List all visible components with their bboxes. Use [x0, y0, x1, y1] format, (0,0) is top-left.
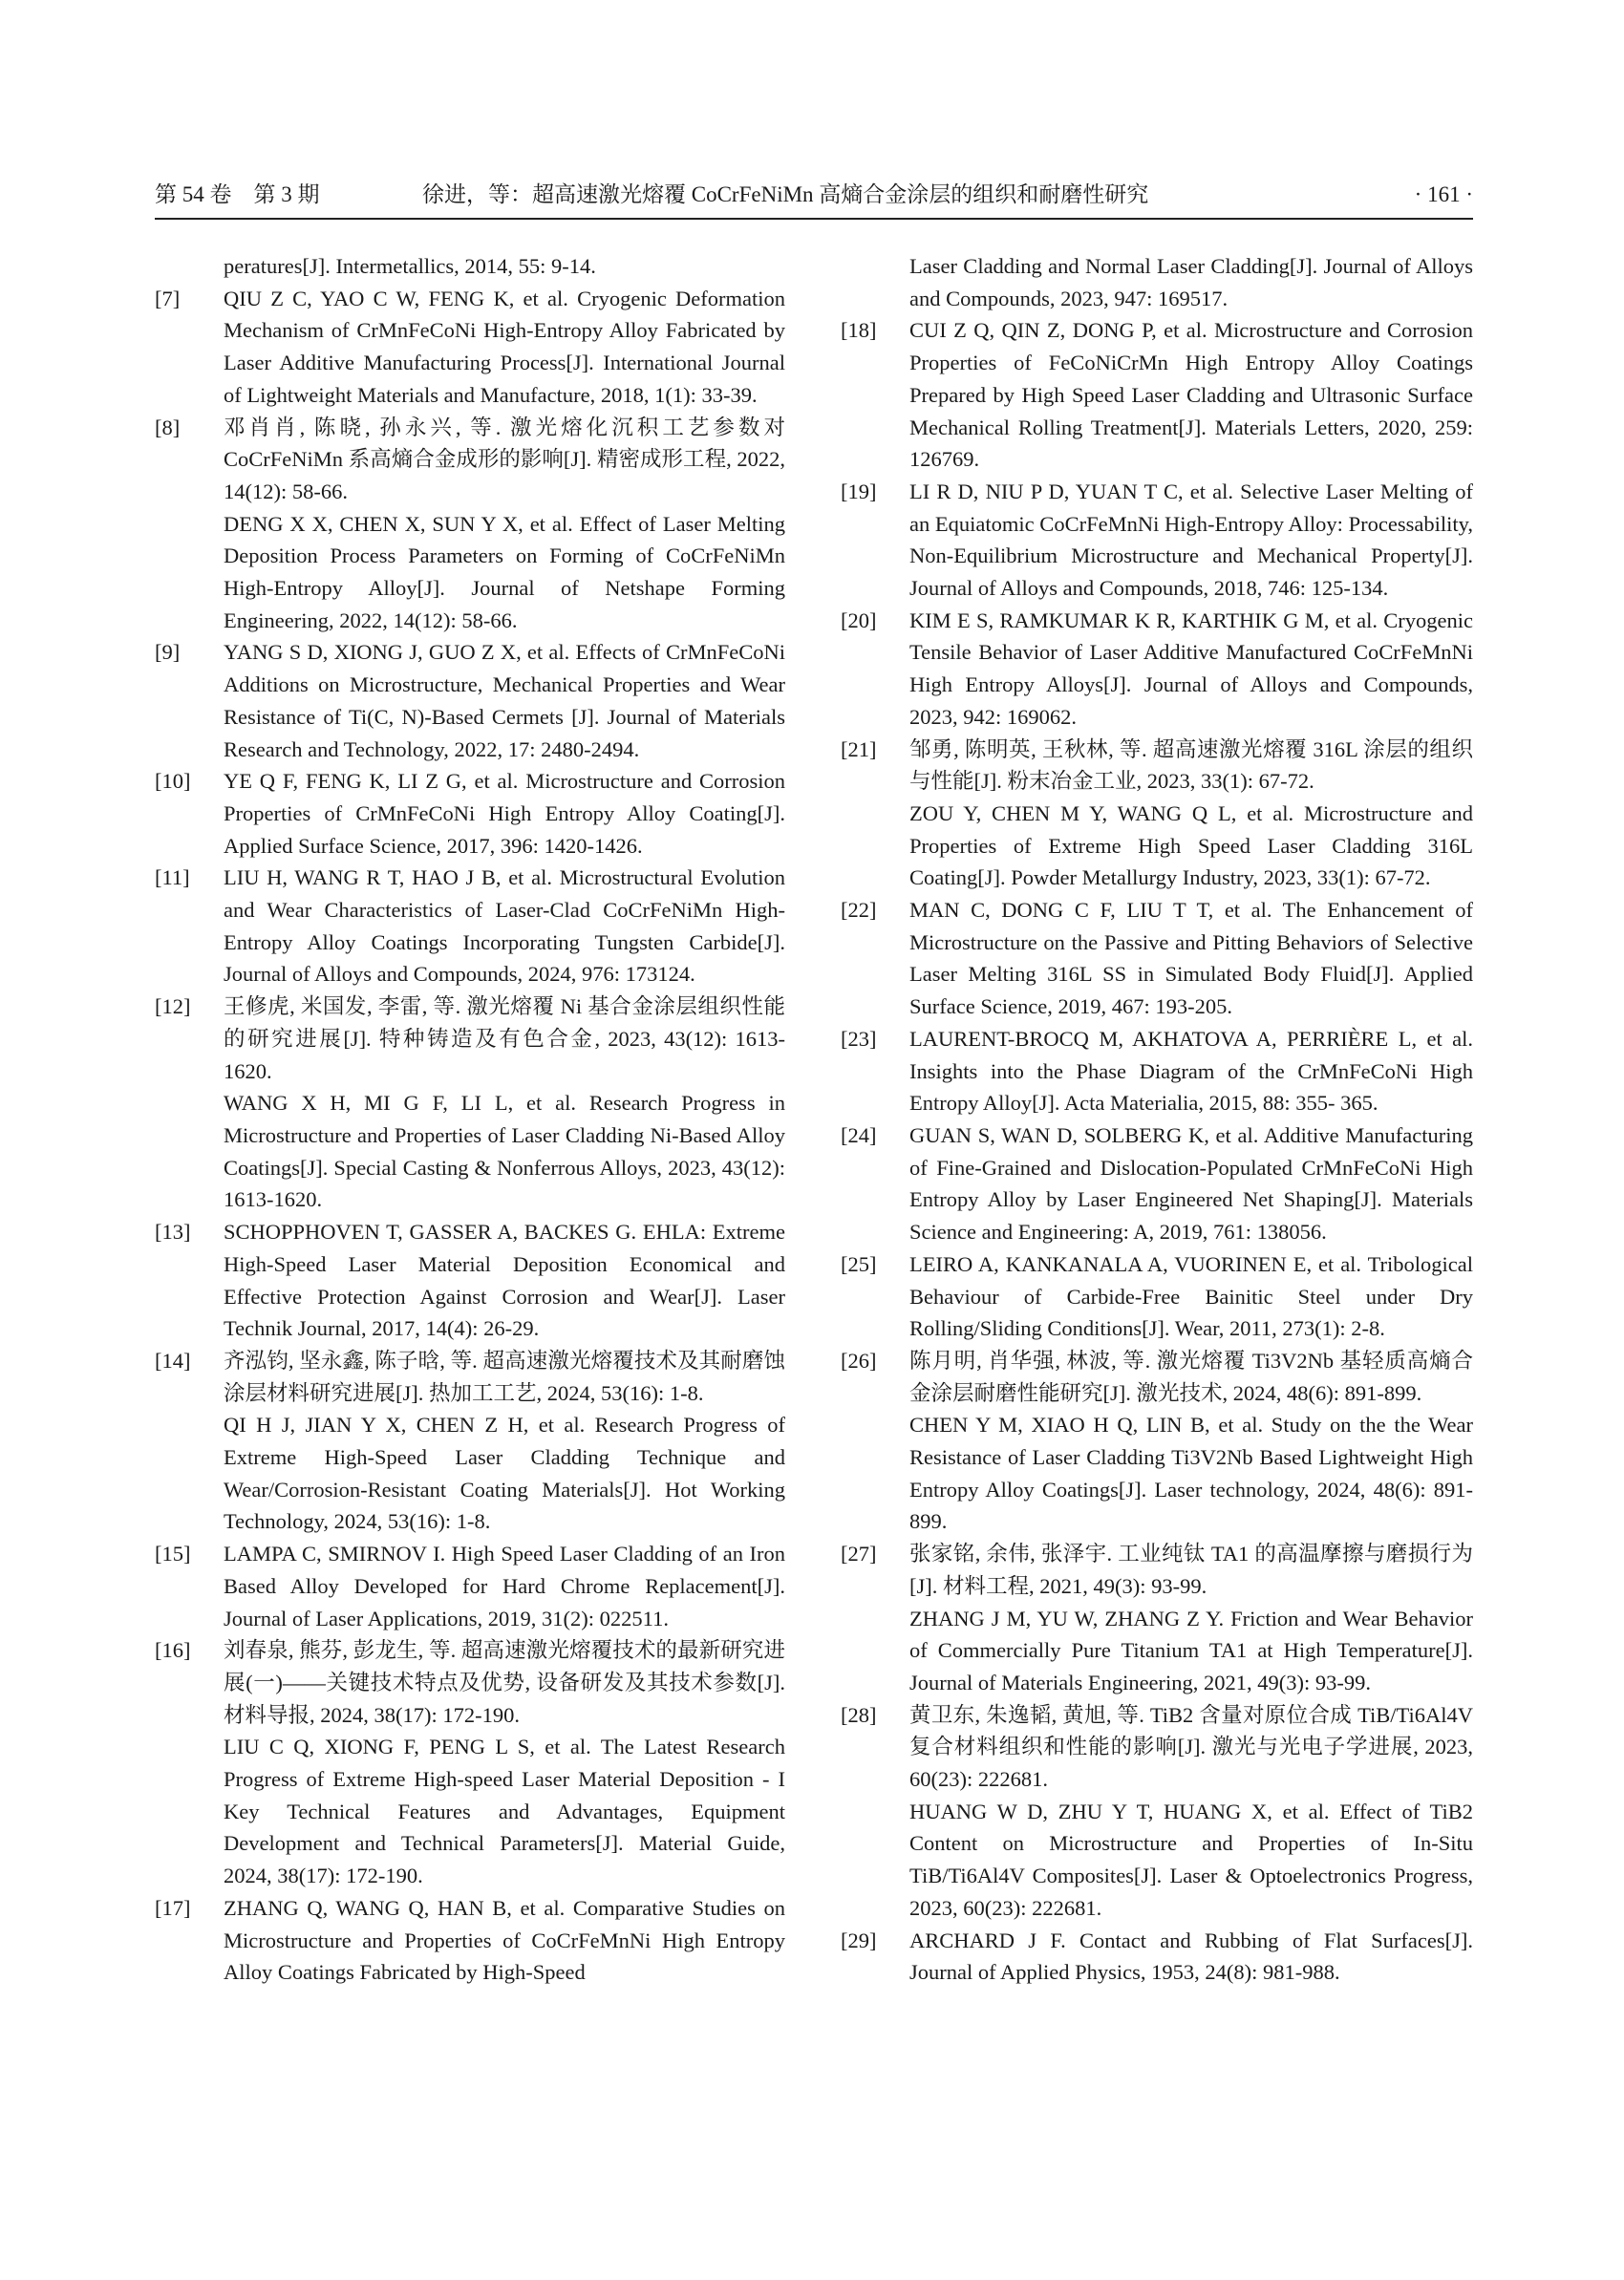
- reference-text: QI H J, JIAN Y X, CHEN Z H, et al. Research Progress of Extreme High-Speed Laser Cladding Technique and Wear/Corrosion-Resistant Coating Materials[J]. Hot Working Technology, 2024, 53(16): 1-8.: [224, 1413, 785, 1534]
- reference-text: LIU H, WANG R T, HAO J B, et al. Microstructural Evolution and Wear Characteristics of Laser-Clad CoCrFeNiMn High-Entropy Alloy Coatings Incorporating Tungsten Carbide[J]. Journal of Alloys and Compounds, 2024, 976: 173124.: [224, 865, 785, 987]
- reference-number: [9]: [155, 640, 181, 665]
- reference-entry: [841, 1248, 1473, 1345]
- reference-entry: [155, 991, 785, 1216]
- reference-text: 王修虎, 米国发, 李雷, 等. 激光熔覆 Ni 基合金涂层组织性能的研究进展[J]. 特种铸造及有色合金, 2023, 43(12): 1613-1620.: [224, 994, 785, 1083]
- reference-number: [24]: [841, 1122, 877, 1147]
- reference-text: GUAN S, WAN D, SOLBERG K, et al. Additive Manufacturing of Fine-Grained and Dislocation-Populated CrMnFeCoNi High Entropy Alloy by Laser Engineered Net Shaping[J]. Materials Science and Engineering: A, 2019, 761: 138056.: [909, 1122, 1473, 1245]
- reference-text: MAN C, DONG C F, LIU T T, et al. The Enhancement of Microstructure on the Passive and Pitting Behaviors of Selective Laser Melting 316L SS in Simulated Body Fluid[J]. Applied Surface Science, 2019, 467: 193-205.: [909, 898, 1473, 1019]
- reference-number: [28]: [841, 1702, 877, 1727]
- reference-number: [19]: [841, 479, 877, 503]
- reference-entry: [841, 314, 1473, 476]
- reference-entry: [155, 1538, 785, 1634]
- reference-number: [20]: [841, 607, 877, 632]
- reference-text: QIU Z C, YAO C W, FENG K, et al. Cryogenic Deformation Mechanism of CrMnFeCoNi High-Entropy Alloy Fabricated by Laser Additive Manufacturing Process[J]. International Journal of Lightweight Materials and Manufacture, 2018, 1(1): 33-39.: [224, 286, 785, 407]
- reference-text: KIM E S, RAMKUMAR K R, KARTHIK G M, et al. Cryogenic Tensile Behavior of Laser Additive Manufactured CoCrFeMnNi High Entropy Alloys[J]. Journal of Alloys and Compounds, 2023, 942: 169062.: [909, 607, 1473, 729]
- reference-text: 陈月明, 肖华强, 林波, 等. 激光熔覆 Ti3V2Nb 基轻质高熵合金涂层耐磨性能研究[J]. 激光技术, 2024, 48(6): 891-899.: [909, 1348, 1473, 1405]
- reference-entry: [841, 1925, 1473, 1989]
- reference-number: [15]: [155, 1542, 191, 1566]
- reference-text: ZOU Y, CHEN M Y, WANG Q L, et al. Microstructure and Properties of Extreme High Speed Laser Cladding 316L Coating[J]. Powder Metallurgy Industry, 2023, 33(1): 67-72.: [909, 800, 1473, 890]
- reference-number: [16]: [155, 1638, 191, 1663]
- reference-text: LEIRO A, KANKANALA A, VUORINEN E, et al. Tribological Behaviour of Carbide-Free Bainitic Steel under Dry Rolling/Sliding Conditions[J]. Wear, 2011, 273(1): 2-8.: [909, 1251, 1473, 1341]
- reference-number: [8]: [155, 415, 181, 439]
- reference-number: [13]: [155, 1220, 191, 1245]
- reference-text: peratures[J]. Intermetallics, 2014, 55: 9-14.: [224, 254, 596, 278]
- reference-number: [11]: [155, 865, 190, 890]
- reference-number: [14]: [155, 1348, 191, 1373]
- article-title: 徐进，等：超高速激光熔覆 CoCrFeNiMn 高熵合金涂层的组织和耐磨性研究: [422, 182, 1149, 206]
- reference-text: CHEN Y M, XIAO H Q, LIN B, et al. Study on the the Wear Resistance of Laser Cladding Ti3V2Nb Based Lightweight High Entropy Alloy Coatings[J]. Laser technology, 2024, 48(6): 891-899.: [909, 1413, 1473, 1534]
- reference-number: [10]: [155, 769, 191, 794]
- reference-number: [23]: [841, 1026, 877, 1051]
- header-rule: [155, 218, 1473, 220]
- reference-entry: [155, 862, 785, 991]
- reference-entry: [841, 1699, 1473, 1925]
- reference-text: Laser Cladding and Normal Laser Cladding[J]. Journal of Alloys and Compounds, 2023, 947: 169517.: [909, 254, 1473, 310]
- reference-number: [29]: [841, 1928, 877, 1952]
- reference-text: 邹勇, 陈明英, 王秋林, 等. 超高速激光熔覆 316L 涂层的组织与性能[J]. 粉末冶金工业, 2023, 33(1): 67-72.: [909, 736, 1473, 794]
- reference-text: LIU C Q, XIONG F, PENG L S, et al. The Latest Research Progress of Extreme High-speed Laser Material Deposition - I Key Technical Features and Advantages, Equipment Development and Technical Parameters[J]. Material Guide, 2024, 38(17): 172-190.: [224, 1735, 785, 1888]
- reference-text: YE Q F, FENG K, LI Z G, et al. Microstructure and Corrosion Properties of CrMnFeCoNi High Entropy Alloy Coating[J]. Applied Surface Science, 2017, 396: 1420-1426.: [224, 769, 785, 858]
- reference-entry: [841, 1119, 1473, 1248]
- references-right-column: [841, 250, 1473, 1989]
- reference-entry: [841, 250, 1473, 314]
- reference-text: CUI Z Q, QIN Z, DONG P, et al. Microstructure and Corrosion Properties of FeCoNiCrMn High Entropy Alloy Coatings Prepared by High Speed Laser Cladding and Ultrasonic Surface Mechanical Rolling Treatment[J]. Materials Letters, 2020, 259: 126769.: [909, 318, 1473, 472]
- reference-entry: [841, 1345, 1473, 1538]
- reference-entry: [155, 412, 785, 637]
- references-left-column: [155, 250, 785, 1989]
- reference-text: 黄卫东, 朱逸韬, 黄旭, 等. TiB2 含量对原位合成 TiB/Ti6Al4V 复合材料组织和性能的影响[J]. 激光与光电子学进展, 2023, 60(23): 222681.: [909, 1702, 1473, 1792]
- page-number: · 161 ·: [1414, 182, 1473, 206]
- reference-text: 刘春泉, 熊芬, 彭龙生, 等. 超高速激光熔覆技术的最新研究进展(一)——关键技术特点及优势, 设备研发及其技术参数[J]. 材料导报, 2024, 38(17): 172-190.: [224, 1638, 785, 1727]
- reference-text: HUANG W D, ZHU Y T, HUANG X, et al. Effect of TiB2 Content on Microstructure and Properties of In-Situ TiB/Ti6Al4V Composites[J]. Laser & Optoelectronics Progress, 2023, 60(23): 222681.: [909, 1799, 1473, 1920]
- reference-number: [26]: [841, 1348, 877, 1373]
- reference-entry: [155, 283, 785, 412]
- journal-issue: 第 54 卷 第 3 期: [155, 182, 320, 206]
- reference-text: WANG X H, MI G F, LI L, et al. Research Progress in Microstructure and Properties of Laser Cladding Ni-Based Alloy Coatings[J]. Special Casting & Nonferrous Alloys, 2023, 43(12): 1613-1620.: [224, 1091, 785, 1212]
- reference-text: 邓肖肖, 陈晓, 孙永兴, 等. 激光熔化沉积工艺参数对 CoCrFeNiMn 系高熵合金成形的影响[J]. 精密成形工程, 2022, 14(12): 58-66.: [224, 415, 785, 503]
- reference-entry: [155, 250, 785, 283]
- reference-number: [17]: [155, 1895, 191, 1920]
- reference-text: DENG X X, CHEN X, SUN Y X, et al. Effect of Laser Melting Deposition Process Parameters on Forming of CoCrFeNiMn High-Entropy Alloy[J]. Journal of Netshape Forming Engineering, 2022, 14(12): 58-66.: [224, 511, 785, 632]
- reference-entry: [155, 1634, 785, 1892]
- reference-text: LI R D, NIU P D, YUAN T C, et al. Selective Laser Melting of an Equiatomic CoCrFeMnNi High-Entropy Alloy: Processability, Non-Equilibrium Microstructure and Mechanical Property[J]. Journal of Alloys and Compounds, 2018, 746: 125-134.: [909, 479, 1473, 601]
- reference-entry: [841, 1538, 1473, 1699]
- reference-text: LAURENT-BROCQ M, AKHATOVA A, PERRIÈRE L, et al. Insights into the Phase Diagram of the CrMnFeCoNi High Entropy Alloy[J]. Acta Materialia, 2015, 88: 355- 365.: [909, 1026, 1473, 1116]
- reference-text: YANG S D, XIONG J, GUO Z X, et al. Effects of CrMnFeCoNi Additions on Microstructure, Mechanical Properties and Wear Resistance of Ti(C, N)-Based Cermets [J]. Journal of Materials Research and Technology, 2022, 17: 2480-2494.: [224, 640, 785, 761]
- reference-entry: [841, 1023, 1473, 1119]
- reference-entry: [841, 605, 1473, 734]
- reference-entry: [841, 476, 1473, 605]
- reference-number: [21]: [841, 736, 877, 761]
- reference-text: ZHANG J M, YU W, ZHANG Z Y. Friction and Wear Behavior of Commercially Pure Titanium TA1 at High Temperature[J]. Journal of Materials Engineering, 2021, 49(3): 93-99.: [909, 1606, 1473, 1694]
- reference-entry: [155, 1216, 785, 1345]
- reference-text: SCHOPPHOVEN T, GASSER A, BACKES G. EHLA: Extreme High-Speed Laser Material Deposition Economical and Effective Protection Against Corrosion and Wear[J]. Laser Technik Journal, 2017, 14(4): 26-29.: [224, 1220, 785, 1341]
- reference-entry: [155, 1345, 785, 1538]
- reference-text: LAMPA C, SMIRNOV I. High Speed Laser Cladding of an Iron Based Alloy Developed for Hard Chrome Replacement[J]. Journal of Laser Applications, 2019, 31(2): 022511.: [224, 1542, 785, 1630]
- reference-number: [27]: [841, 1542, 877, 1566]
- reference-entry: [155, 1892, 785, 1989]
- reference-text: 齐泓钧, 坚永鑫, 陈子晗, 等. 超高速激光熔覆技术及其耐磨蚀涂层材料研究进展[J]. 热加工工艺, 2024, 53(16): 1-8.: [224, 1348, 785, 1405]
- reference-number: [7]: [155, 286, 181, 310]
- reference-entry: [155, 636, 785, 765]
- running-header: [155, 178, 1473, 216]
- reference-entry: [155, 765, 785, 862]
- reference-number: [22]: [841, 898, 877, 923]
- reference-entry: [841, 734, 1473, 895]
- reference-number: [18]: [841, 318, 877, 343]
- reference-text: ARCHARD J F. Contact and Rubbing of Flat Surfaces[J]. Journal of Applied Physics, 1953, 24(8): 981-988.: [909, 1928, 1473, 1985]
- reference-number: [12]: [155, 994, 191, 1019]
- reference-entry: [841, 894, 1473, 1023]
- reference-text: 张家铭, 余伟, 张泽宇. 工业纯钛 TA1 的高温摩擦与磨损行为[J]. 材料工程, 2021, 49(3): 93-99.: [909, 1542, 1473, 1598]
- reference-text: ZHANG Q, WANG Q, HAN B, et al. Comparative Studies on Microstructure and Properties of CoCrFeMnNi High Entropy Alloy Coatings Fabricated by High-Speed: [224, 1895, 785, 1985]
- reference-number: [25]: [841, 1251, 877, 1276]
